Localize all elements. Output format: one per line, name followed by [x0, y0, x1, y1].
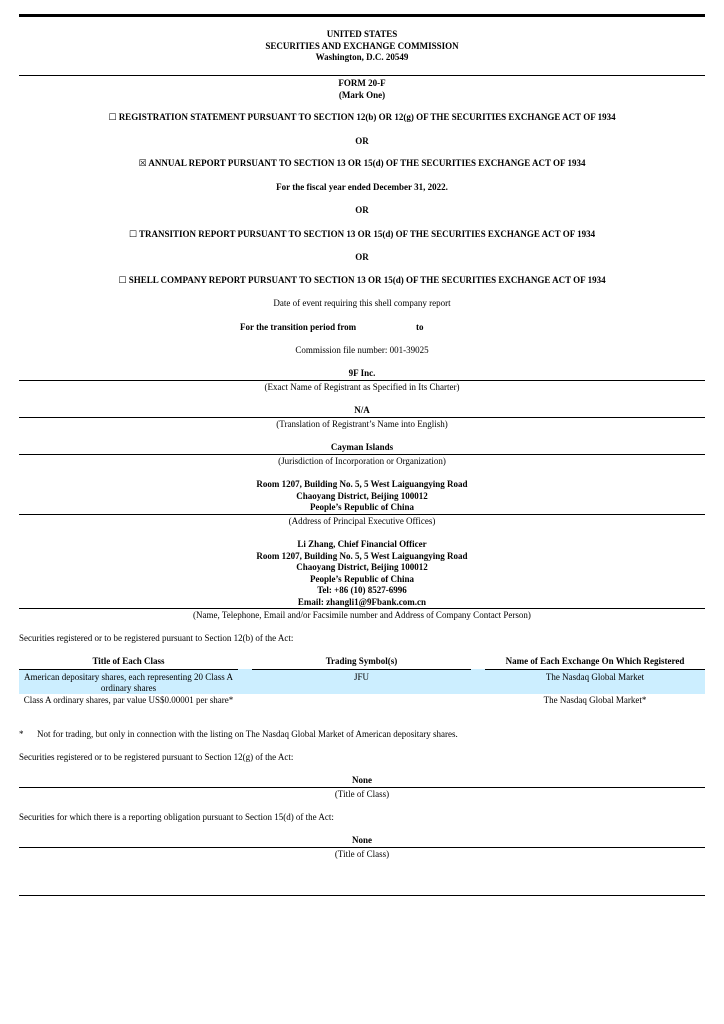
trading-symbol — [252, 694, 471, 706]
shell-event-date: Date of event requiring this shell company report — [273, 298, 451, 308]
class-title: Class A ordinary shares, par value US$0.00001 per share* — [23, 694, 234, 705]
or-separator: OR — [355, 205, 369, 215]
option-shell-company — [19, 275, 705, 288]
option-transition-text: TRANSITION REPORT PURSUANT TO SECTION 13 OR 15(d) OF THE SECURITIES EXCHANGE ACT OF 1934 — [139, 229, 596, 239]
contact-caption: (Name, Telephone, Email and/or Facsimile number and Address of Company Contact Person) — [193, 610, 531, 620]
trading-symbol: JFU — [252, 669, 471, 694]
header-location: Washington, D.C. 20549 — [315, 52, 409, 62]
contact-line: Room 1207, Building No. 5, 5 West Laiguangying Road — [256, 550, 468, 561]
address-line: Room 1207, Building No. 5, 5 West Laiguangying Road — [256, 479, 468, 489]
or-separator: OR — [355, 252, 369, 262]
header-rule — [19, 75, 705, 76]
section-12g-value: None — [352, 775, 372, 785]
section-12g-intro: Securities registered or to be registered pursuant to Section 12(g) of the Act: — [19, 752, 294, 762]
header-agency: SECURITIES AND EXCHANGE COMMISSION — [265, 40, 459, 51]
table-row — [19, 694, 705, 706]
securities-table — [19, 656, 705, 706]
bottom-rule — [19, 895, 705, 896]
header-title-of-class: Title of Each Class — [19, 656, 238, 669]
form-mark-one: (Mark One) — [338, 89, 386, 100]
header-exchange: Name of Each Exchange On Which Registered — [485, 656, 705, 669]
section-12b-intro: Securities registered or to be registered pursuant to Section 12(b) of the Act: — [19, 633, 294, 643]
option-shell-company-text: SHELL COMPANY REPORT PURSUANT TO SECTION 13 OR 15(d) OF THE SECURITIES EXCHANGE ACT OF 1934 — [128, 275, 606, 285]
rule — [19, 847, 705, 848]
section-12g-caption: (Title of Class) — [334, 789, 390, 799]
contact-line: Li Zhang, Chief Financial Officer — [297, 539, 427, 549]
rule — [19, 787, 705, 788]
fiscal-year: For the fiscal year ended December 31, 2022. — [276, 182, 448, 192]
form-title — [19, 78, 705, 101]
class-title: American depositary shares, each representing 20 Class A ordinary shares — [19, 669, 238, 694]
registrant-name-caption: (Exact Name of Registrant as Specified in Its Charter) — [264, 382, 460, 392]
jurisdiction-caption: (Jurisdiction of Incorporation or Organization) — [278, 456, 446, 466]
rule — [19, 514, 705, 515]
option-annual-report — [19, 158, 705, 171]
checkbox-empty-icon: ☐ — [118, 276, 127, 286]
contact-phone: Tel: +86 (10) 8527-6996 — [317, 585, 407, 595]
checkbox-empty-icon: ☐ — [108, 113, 117, 123]
address-line: Chaoyang District, Beijing 100012 — [296, 490, 428, 501]
header-country: UNITED STATES — [326, 29, 398, 39]
checkbox-checked-icon: ☒ — [138, 159, 147, 169]
address-caption: (Address of Principal Executive Offices) — [288, 516, 436, 526]
translation-caption: (Translation of Registrant’s Name into English) — [276, 419, 448, 429]
contact-person — [19, 539, 705, 608]
section-15d-caption: (Title of Class) — [334, 849, 390, 859]
address-line: People’s Republic of China — [310, 502, 414, 512]
rule — [19, 380, 705, 381]
form-name: FORM 20-F — [338, 78, 386, 88]
registrant-name: 9F Inc. — [348, 368, 376, 378]
top-rule — [19, 14, 705, 17]
option-registration-text: REGISTRATION STATEMENT PURSUANT TO SECTION 12(b) OR 12(g) OF THE SECURITIES EXCHANGE ACT OF 1934 — [118, 112, 616, 122]
section-15d-value: None — [352, 835, 372, 845]
rule — [19, 417, 705, 418]
contact-email[interactable]: Email: zhangli1@9Fbank.com.cn — [297, 596, 427, 607]
commission-file-number: Commission file number: 001-39025 — [295, 345, 429, 355]
table-row — [19, 669, 705, 694]
principal-address — [19, 479, 705, 514]
option-registration — [19, 112, 705, 125]
header-trading-symbol: Trading Symbol(s) — [252, 656, 471, 669]
rule — [19, 608, 705, 609]
transition-from: For the transition period from — [240, 322, 357, 332]
or-separator: OR — [355, 136, 369, 146]
footnote-mark: * — [19, 729, 24, 739]
option-transition — [19, 229, 705, 242]
jurisdiction: Cayman Islands — [330, 442, 394, 452]
contact-line: People’s Republic of China — [310, 573, 414, 584]
translation-name: N/A — [354, 405, 370, 415]
exchange-name: The Nasdaq Global Market* — [543, 694, 647, 705]
exchange-name: The Nasdaq Global Market — [485, 669, 705, 694]
checkbox-empty-icon: ☐ — [128, 230, 137, 240]
section-15d-intro: Securities for which there is a reporting obligation pursuant to Section 15(d) of the Act: — [19, 812, 334, 822]
footnote-text: Not for trading, but only in connection with the listing on The Nasdaq Global Market of American depositary shares. — [37, 729, 458, 739]
contact-line: Chaoyang District, Beijing 100012 — [296, 562, 428, 572]
transition-to: to — [416, 322, 424, 332]
agency-header — [19, 29, 705, 64]
option-annual-report-text: ANNUAL REPORT PURSUANT TO SECTION 13 OR 15(d) OF THE SECURITIES EXCHANGE ACT OF 1934 — [148, 158, 586, 168]
rule — [19, 454, 705, 455]
